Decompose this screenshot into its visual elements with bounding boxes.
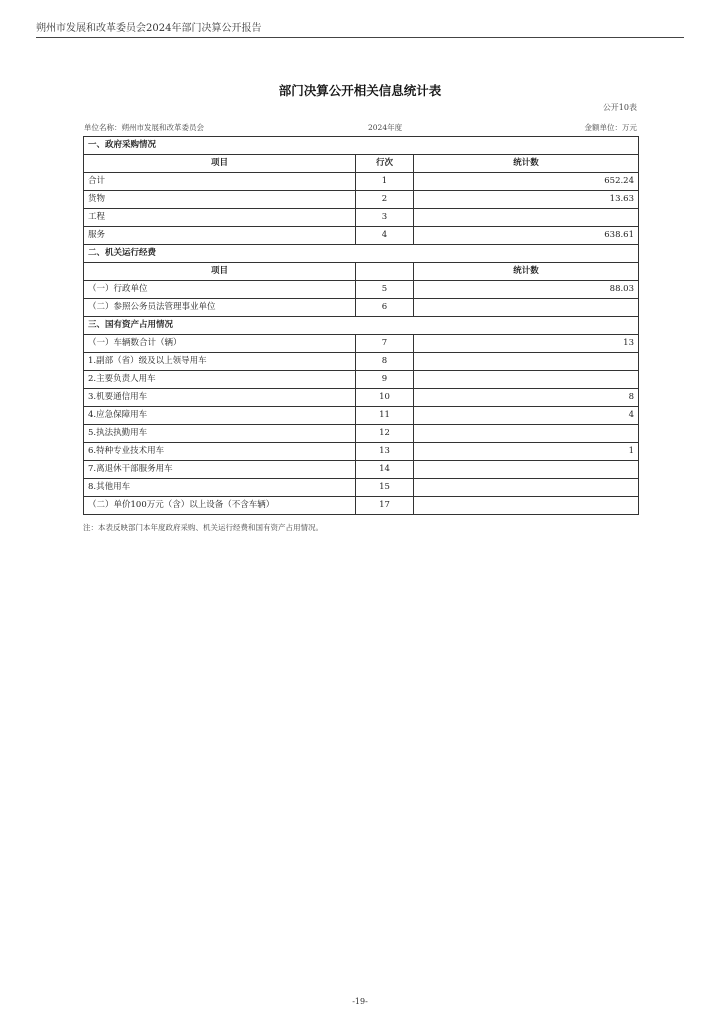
row-item: （一）车辆数合计（辆） [84, 335, 356, 353]
row-line: 2 [356, 191, 414, 209]
row-value: 638.61 [414, 227, 639, 245]
table-row [84, 353, 639, 371]
row-line: 13 [356, 443, 414, 461]
report-title: 部门决算公开相关信息统计表 [278, 83, 442, 98]
row-line: 15 [356, 479, 414, 497]
table-row [84, 281, 639, 299]
row-value: 8 [414, 389, 639, 407]
row-item: 7.离退休干部服务用车 [84, 461, 356, 479]
column-header-item: 项目 [84, 155, 356, 173]
table-note: 注：本表反映部门本年度政府采购、机关运行经费和国有资产占用情况。 [83, 523, 323, 532]
row-line: 14 [356, 461, 414, 479]
row-value [414, 371, 639, 389]
table-row [84, 425, 639, 443]
row-value [414, 299, 639, 317]
table-code: 公开10表 [602, 103, 637, 112]
column-header-line: 行次 [356, 155, 414, 173]
table-row [84, 335, 639, 353]
section-row-procurement [84, 137, 639, 155]
row-line: 8 [356, 353, 414, 371]
table-row [84, 299, 639, 317]
row-line: 5 [356, 281, 414, 299]
row-item: （一）行政单位 [84, 281, 356, 299]
table-row [84, 173, 639, 191]
row-value [414, 353, 639, 371]
row-item: 8.其他用车 [84, 479, 356, 497]
table-row [84, 407, 639, 425]
column-header-stat: 统计数 [414, 263, 639, 281]
row-item: （二）单价100万元（含）以上设备（不含车辆） [84, 497, 356, 515]
row-item: 5.执法执勤用车 [84, 425, 356, 443]
page-number: -19- [352, 997, 368, 1006]
row-line: 1 [356, 173, 414, 191]
row-value [414, 461, 639, 479]
row-item: 3.机要通信用车 [84, 389, 356, 407]
row-value: 13.63 [414, 191, 639, 209]
row-value: 4 [414, 407, 639, 425]
header-rule [36, 37, 684, 38]
column-header-row [84, 263, 639, 281]
row-line: 17 [356, 497, 414, 515]
column-header-line [356, 263, 414, 281]
column-header-item: 项目 [84, 263, 356, 281]
running-header: 朔州市发展和改革委员会2024年部门决算公开报告 [36, 23, 262, 34]
currency-unit-label: 金额单位：万元 [584, 123, 637, 132]
section-heading: 一、政府采购情况 [84, 137, 639, 155]
row-item: 服务 [84, 227, 356, 245]
row-item: 2.主要负责人用车 [84, 371, 356, 389]
row-value [414, 479, 639, 497]
row-line: 6 [356, 299, 414, 317]
row-value [414, 209, 639, 227]
row-item: 6.特种专业技术用车 [84, 443, 356, 461]
unit-name-label: 单位名称：朔州市发展和改革委员会 [84, 123, 204, 132]
row-item: 4.应急保障用车 [84, 407, 356, 425]
table-row [84, 227, 639, 245]
row-line: 3 [356, 209, 414, 227]
row-item: 货物 [84, 191, 356, 209]
statistics-table [83, 136, 639, 515]
row-item: 工程 [84, 209, 356, 227]
row-line: 9 [356, 371, 414, 389]
table-row [84, 497, 639, 515]
row-value [414, 497, 639, 515]
table-row [84, 209, 639, 227]
row-line: 4 [356, 227, 414, 245]
table-row [84, 389, 639, 407]
table-row [84, 191, 639, 209]
column-header-stat: 统计数 [414, 155, 639, 173]
row-item: 1.副部（省）级及以上领导用车 [84, 353, 356, 371]
row-line: 10 [356, 389, 414, 407]
row-value: 1 [414, 443, 639, 461]
row-line: 12 [356, 425, 414, 443]
row-value: 13 [414, 335, 639, 353]
section-heading: 二、机关运行经费 [84, 245, 639, 263]
row-line: 11 [356, 407, 414, 425]
section-row-operating [84, 245, 639, 263]
row-value [414, 425, 639, 443]
fiscal-year-label: 2024年度 [368, 123, 403, 132]
section-row-assets [84, 317, 639, 335]
table-row [84, 443, 639, 461]
row-value: 88.03 [414, 281, 639, 299]
table-row [84, 371, 639, 389]
row-item: 合计 [84, 173, 356, 191]
column-header-row [84, 155, 639, 173]
row-line: 7 [356, 335, 414, 353]
table-row [84, 461, 639, 479]
row-item: （二）参照公务员法管理事业单位 [84, 299, 356, 317]
row-value: 652.24 [414, 173, 639, 191]
section-heading: 三、国有资产占用情况 [84, 317, 639, 335]
table-row [84, 479, 639, 497]
